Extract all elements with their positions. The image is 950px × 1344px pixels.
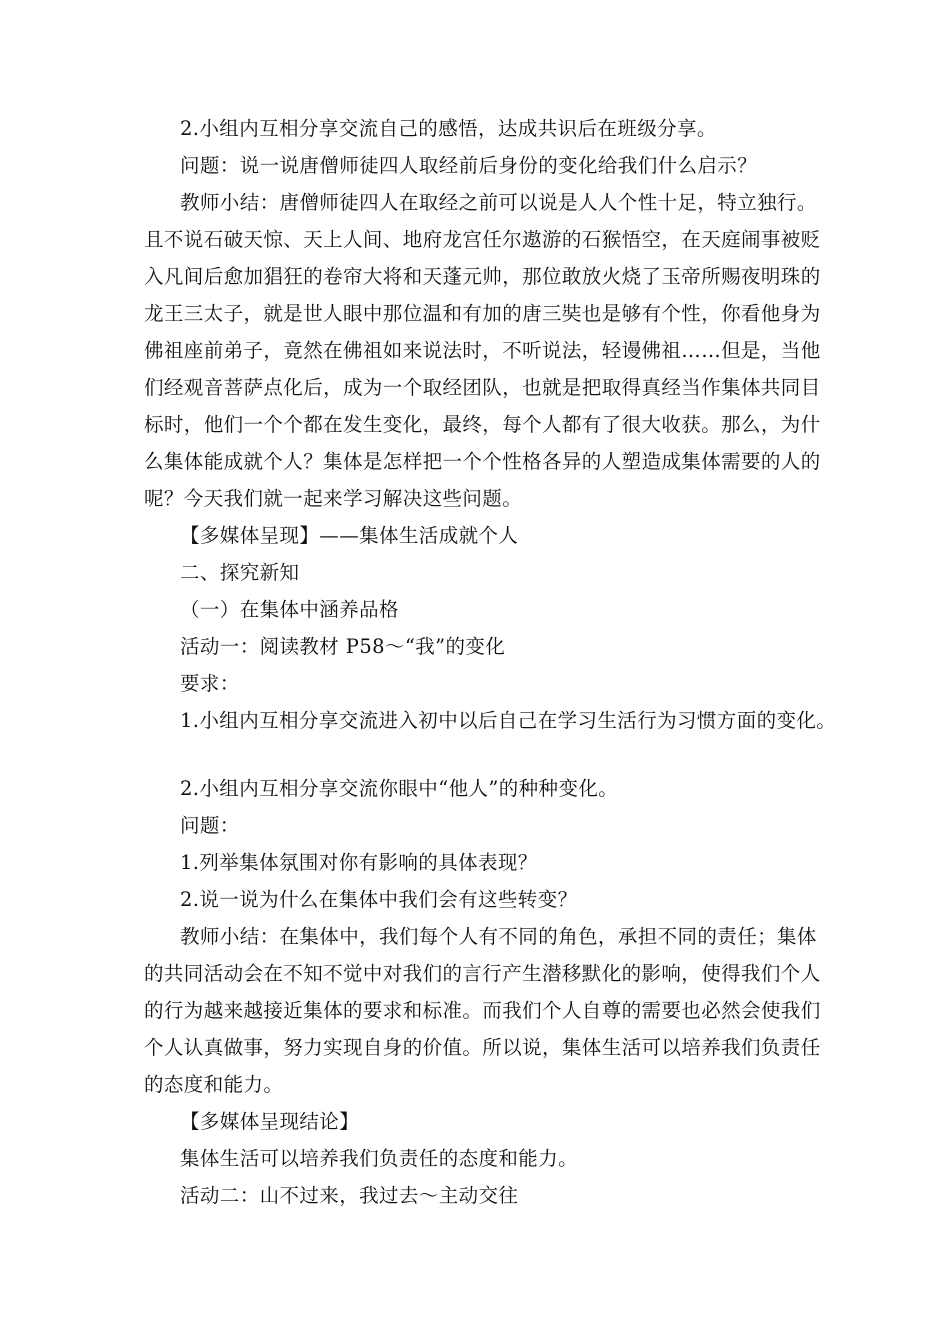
paragraph-line: 呢？今天我们就一起来学习解决这些问题。: [144, 487, 523, 510]
paragraph-line: 佛祖座前弟子，竟然在佛祖如来说法时，不听说法，轻谩佛祖……但是，当他: [144, 339, 821, 362]
section-heading: 【多媒体呈现】——集体生活成就个人: [180, 524, 519, 547]
paragraph-line: 活动二：山不过来，我过去～主动交往: [180, 1184, 519, 1207]
paragraph-line: 标时，他们一个个都在发生变化，最终，每个人都有了很大收获。那么，为什: [144, 413, 821, 436]
paragraph-line: 么集体能成就个人？集体是怎样把一个个性格各异的人塑造成集体需要的人的: [144, 450, 821, 473]
paragraph-line: 的态度和能力。: [144, 1073, 284, 1096]
list-item: 1.小组内互相分享交流进入初中以后自己在学习生活行为习惯方面的变化。: [180, 709, 837, 732]
list-item: 1.列举集体氛围对你有影响的具体表现？: [180, 851, 538, 874]
section-heading: 【多媒体呈现结论】: [180, 1110, 360, 1133]
paragraph-line: 龙王三太子，就是世人眼中那位温和有加的唐三奘也是够有个性，你看他身为: [144, 302, 821, 325]
paragraph-line: 教师小结：在集体中，我们每个人有不同的角色，承担不同的责任；集体: [180, 925, 817, 948]
paragraph-line: 要求：: [180, 672, 240, 695]
paragraph-line: 入凡间后愈加猖狂的卷帘大将和天蓬元帅，那位敢放火烧了玉帝所赐夜明珠的: [144, 265, 821, 288]
paragraph-line: 且不说石破天惊、天上人间、地府龙宫任尔遨游的石猴悟空，在天庭闹事被贬: [144, 228, 821, 251]
paragraph-line: 集体生活可以培养我们负责任的态度和能力。: [180, 1147, 579, 1170]
list-item: 2.说一说为什么在集体中我们会有这些转变？: [180, 888, 578, 911]
paragraph-line: 活动一：阅读教材 P58～“我”的变化: [180, 635, 506, 658]
paragraph-line: 2.小组内互相分享交流自己的感悟，达成共识后在班级分享。: [180, 117, 717, 140]
paragraph-line: 问题：: [180, 814, 240, 837]
section-heading: 二、探究新知: [180, 561, 300, 584]
list-item: 2.小组内互相分享交流你眼中“他人”的种种变化。: [180, 777, 619, 800]
paragraph-line: 的共同活动会在不知不觉中对我们的言行产生潜移默化的影响，使得我们个人: [144, 962, 821, 985]
paragraph-line: 个人认真做事，努力实现自身的价值。所以说，集体生活可以培养我们负责任: [144, 1036, 821, 1059]
paragraph-line: 的行为越来越接近集体的要求和标准。而我们个人自尊的需要也必然会使我们: [144, 999, 821, 1022]
paragraph-line: 们经观音菩萨点化后，成为一个取经团队，也就是把取得真经当作集体共同目: [144, 376, 821, 399]
paragraph-line: 问题：说一说唐僧师徒四人取经前后身份的变化给我们什么启示？: [180, 154, 758, 177]
paragraph-line: 教师小结：唐僧师徒四人在取经之前可以说是人人个性十足，特立独行。: [180, 191, 817, 214]
section-heading: （一）在集体中涵养品格: [180, 598, 399, 621]
